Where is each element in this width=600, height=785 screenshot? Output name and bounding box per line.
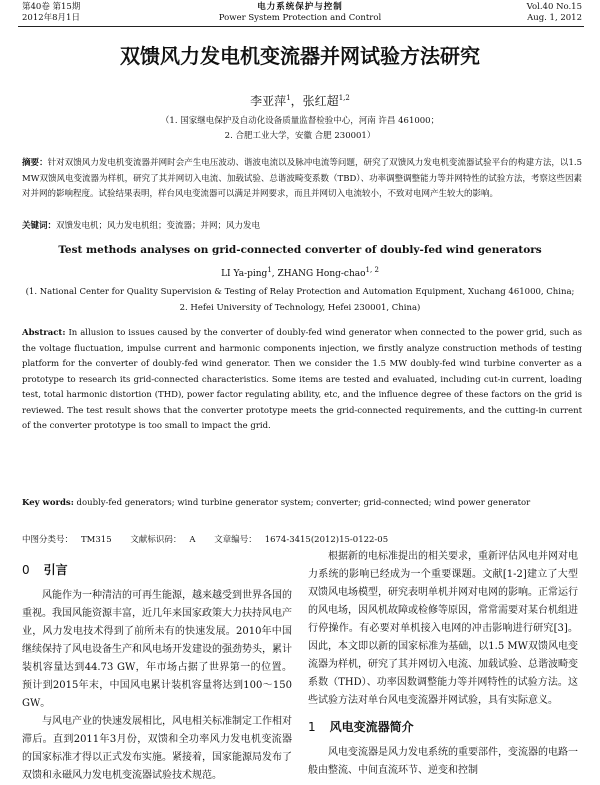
affiliation-cn-line: 2. 合肥工业大学，安徽 合肥 230001） [224, 131, 376, 141]
body-paragraph: 风电变流器是风力发电系统的重要部件，变流器的电路一般由整流、中间直流环节、逆变和控制 [308, 747, 578, 776]
section-heading-0 [22, 561, 292, 579]
body-paragraph: 根据新的电标准提出的相关要求，重新评估风电并网对电力系统的影响已经成为一个重要课题。文献[1-2]建立了大型双馈风电场模型，研究表明单机并网对电网的影响。正常运行的风电场，因风机故障或检修等原因，常常需要对某台机组进行停操作。有必要对单机接入电网的冲击影响进行研究[3]。因此，本文即以新的国家标准为基础，以1.5 MW双馈风电变流器为样机，研究了其并网切入电流、加载试验、总谐波畸变系数（THD）、功率因数调整能力等并网特性的试验方法。这些试验方法对单台风电变流器并网试验，具有实际意义。 [308, 551, 578, 706]
header-rule [18, 26, 584, 27]
journal-name-cn: 电力系统保护与控制 [257, 2, 343, 12]
affiliations-en [0, 284, 600, 316]
article-value: 1674-3415(2012)15-0122-05 [264, 535, 389, 545]
author-1-cn: 李亚萍 [250, 94, 287, 108]
affiliations-cn [0, 114, 600, 144]
affiliation-en-line: 2. Hefei University of Technology, Hefei 230001, China) [179, 303, 421, 313]
header-left [22, 2, 80, 24]
author-1-cn-sup: 1 [286, 94, 291, 102]
body-column-left [22, 557, 292, 785]
author-1-en-sup: 1 [267, 266, 272, 274]
abstract-cn [22, 156, 582, 203]
author-2-cn: 张红超 [302, 94, 339, 108]
volume-en: Vol.40 No.15 [526, 2, 582, 12]
section-heading-1 [308, 718, 578, 736]
body-paragraph: 风能作为一种清洁的可再生能源，越来越受到世界各国的重视。我国风能资源丰富，近几年来国家政策大力扶持风电产业，风力发电技术得到了前所未有的快速发展。2010年中国继续保持了风电设备生产和风电场开发建设的强劲势头，累计装机容量达到44.73 GW，年市场占据了世界第一的位置。预计到2015年末，中国风电累计装机容量将达到100～150 GW。 [22, 590, 292, 709]
abstract-cn-text: 针对双馈风力发电机变流器并网时会产生电压波动、谐波电流以及脉冲电流等问题，研究了双馈风力发电机变流器试验平台的构建方法，以1.5 MW双馈风电变流器为样机，研究了其并网切入电流、加载试验、总谐波畸变系数（TBD）、功率调整调整能力等并网特性的试验方法，考察这些因素对并网的影响程度。试验结果表明，样台风电变流器可以满足并网要求，而且并网切入电流较小，不致对电网产生较大的影响。 [22, 158, 582, 199]
keywords-en [22, 496, 582, 512]
date-en: Aug. 1, 2012 [527, 13, 582, 23]
keywords-en-text: doubly-fed generators; wind turbine generator system; converter; grid-connected; wind power generator [76, 498, 531, 508]
authors-en [0, 266, 600, 279]
abstract-cn-label: 摘要： [22, 158, 48, 168]
affiliation-cn-line: （1. 国家继电保护及自动化设备质量监督检验中心，河南 许昌 461000； [160, 116, 440, 126]
doc-label: 文献标识码： [130, 535, 182, 545]
header-center [190, 2, 410, 24]
author-sep-cn: ， [290, 94, 303, 108]
authors-cn [0, 92, 600, 109]
volume-cn: 第40卷 第15期 [22, 2, 81, 12]
author-2-en: ZHANG Hong-chao [277, 269, 366, 279]
keywords-cn [22, 219, 582, 235]
doc-value: A [189, 535, 196, 545]
section-title: 风电变流器简介 [329, 720, 414, 734]
body-paragraph: 与风电产业的快速发展相比，风电相关标准制定工作相对滞后。直到2011年3月份，双馈和全功率风力发电机变流器的国家标准才得以正式发布实施。紧接着，国家能源局发布了双馈和永磁风力发电机变流器试验技术规范。 [22, 716, 292, 781]
abstract-en-label: Abstract: [22, 328, 66, 338]
abstract-en-text: In allusion to issues caused by the converter of doubly-fed wind generator when connected to the power grid, such as the voltage fluctuation, impulse current and harmonic components injection, we firstly analyze construction methods of testing platform for the converter of doubly-fed wind generator. Then we consider the 1.5 MW doubly-fed wind turbine converter as a prototype to research its grid-connected characteristics. Some items are tested and evaluated, including cut-in current, loading test, total harmonic distortion (THD), power factor regulating ability, etc, and the influence degree of these factors on the grid is reviewed. The test result shows that the converter prototype meets the grid-connected requirements, and the cutting-in current of the converter prototype is too small to impact the grid. [22, 328, 583, 431]
section-number: 1 [308, 720, 316, 734]
author-2-en-sup: 1, 2 [365, 266, 379, 274]
author-1-en: LI Ya-ping [221, 269, 268, 279]
doc-code [130, 535, 203, 545]
header-right [527, 2, 582, 24]
keywords-cn-label: 关键词： [22, 221, 57, 231]
abstract-en [22, 326, 582, 435]
affiliation-en-line: (1. National Center for Quality Supervision & Testing of Relay Protection and Automation Equipment, Xuchang 461000, China; [25, 287, 575, 297]
clc-value: TM315 [81, 535, 112, 545]
section-number: 0 [22, 563, 30, 577]
clc-code [22, 535, 120, 545]
running-header [0, 0, 600, 30]
article-label: 文章编号： [214, 535, 257, 545]
author-sep-en: , [271, 269, 278, 279]
section-title: 引言 [43, 563, 68, 577]
keywords-cn-text: 双馈发电机；风力发电机组；变流器；并网；风力发电 [56, 221, 261, 231]
journal-name-en: Power System Protection and Control [218, 13, 382, 23]
clc-label: 中图分类号： [22, 535, 74, 545]
paper-title-cn: 双馈风力发电机变流器并网试验方法研究 [120, 44, 480, 68]
date-cn: 2012年8月1日 [22, 13, 80, 23]
classification-line [22, 533, 582, 545]
paper-title-en: Test methods analyses on grid-connected converter of doubly-fed wind generators [58, 244, 542, 256]
keywords-en-label: Key words: [22, 498, 74, 508]
article-number [214, 535, 396, 545]
author-2-cn-sup: 1,2 [338, 94, 350, 102]
body-column-right [308, 548, 578, 780]
